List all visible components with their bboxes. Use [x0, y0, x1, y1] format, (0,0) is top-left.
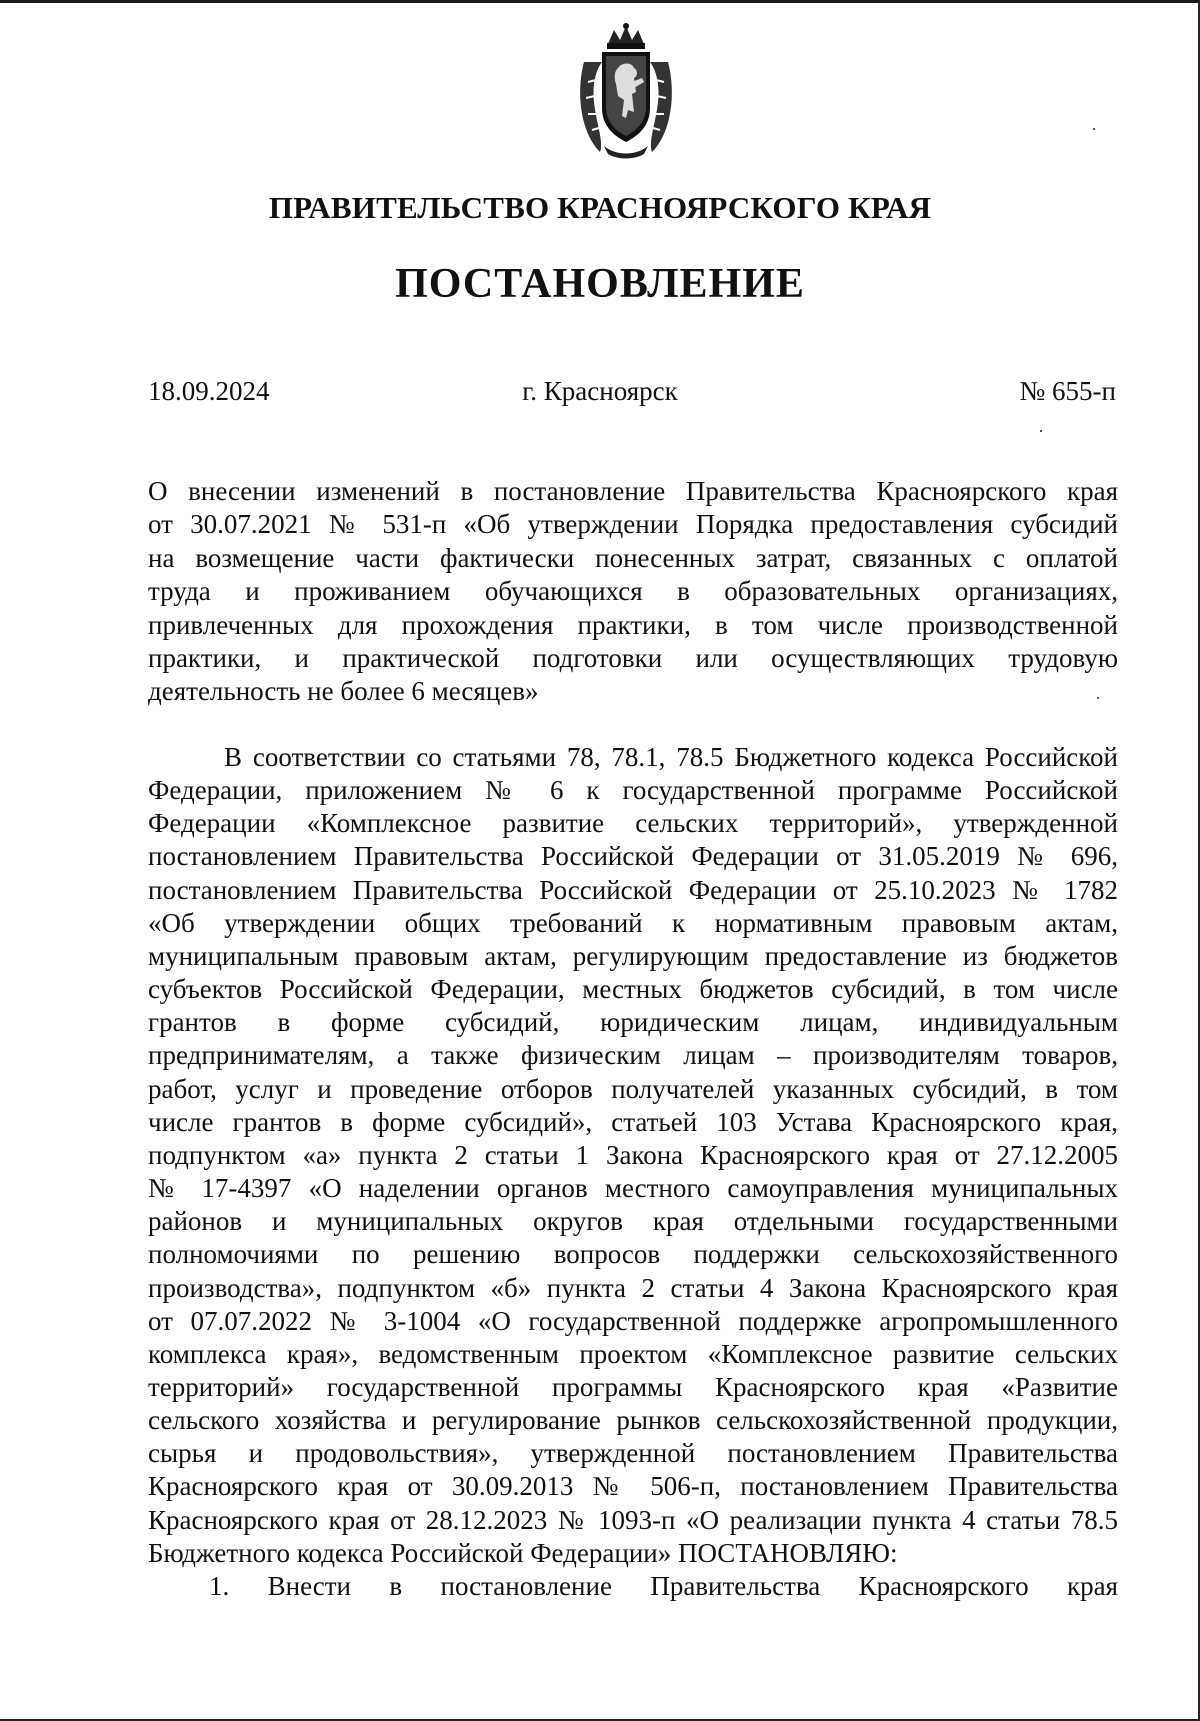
document-body [148, 741, 1118, 1603]
document-type-heading: ПОСТАНОВЛЕНИЕ [395, 261, 805, 307]
body-line: «Об утверждении общих требований к нормативным правовым актам, [148, 907, 1118, 938]
body-line: В соответствии со статьями 78, 78.1, 78.5 Бюджетного кодекса Российской [224, 742, 1118, 772]
body-line: субъектов Российской Федерации, местных бюджетов субсидий, в том числе [148, 974, 1118, 1005]
scan-speck [1093, 128, 1095, 130]
body-line: Федерации «Комплексное развитие сельских территорий», утвержденной [148, 808, 1118, 839]
body-line: № 17-4397 «О наделении органов местного самоуправления муниципальных [148, 1173, 1118, 1204]
document-title [148, 475, 1118, 709]
body-line: от 07.07.2022 № 3-1004 «О государственной поддержке агропромышленного [148, 1305, 1118, 1336]
body-line: работ, услуг и проведение отборов получателей указанных субсидий, в том [148, 1073, 1118, 1104]
body-line: территорий» государственной программы Красноярского края «Развитие [148, 1371, 1118, 1402]
body-line: грантов в форме субсидий, юридическим лицам, индивидуальным [148, 1007, 1118, 1038]
body-line: Красноярского края от 28.12.2023 № 1093-п «О реализации пункта 4 статьи 78.5 [148, 1504, 1118, 1535]
title-line: деятельность не более 6 месяцев» [148, 676, 539, 707]
scan-speck [1040, 430, 1042, 432]
body-line: полномочиями по решению вопросов поддержки сельскохозяйственного [148, 1239, 1118, 1270]
body-line: постановлением Правительства Российской Федерации от 25.10.2023 № 1782 [148, 874, 1118, 905]
title-line: О внесении изменений в постановление Правительства Красноярского края [148, 476, 1118, 506]
title-line: труда и проживанием обучающихся в образовательных организациях, [148, 576, 1118, 607]
document-date: 18.09.2024 [148, 376, 270, 406]
body-line: числе грантов в форме субсидий», статьей 103 Устава Красноярского края, [148, 1106, 1118, 1137]
coat-of-arms-emblem [574, 22, 678, 162]
body-line: сырья и продовольствия», утвержденной постановлением Правительства [148, 1438, 1118, 1469]
body-line: Бюджетного кодекса Российской Федерации» ПОСТАНОВЛЯЮ: [148, 1537, 898, 1568]
body-line: Красноярского края от 30.09.2013 № 506-п, постановлением Правительства [148, 1471, 1118, 1502]
title-line: практики, и практической подготовки или осуществляющих трудовую [148, 643, 1118, 674]
body-line: районов и муниципальных округов края отдельными государственными [148, 1206, 1118, 1237]
body-line: предпринимателям, а также физическим лицам – производителям товаров, [148, 1040, 1118, 1071]
title-line: на возмещение части фактически понесенных затрат, связанных с оплатой [148, 542, 1118, 573]
document-number: № 655-п [1019, 376, 1116, 406]
document-city: г. Красноярск [522, 376, 678, 406]
scan-speck [1097, 697, 1099, 699]
body-line: производства», подпунктом «б» пункта 2 статьи 4 Закона Красноярского края [148, 1272, 1118, 1303]
body-line: муниципальным правовым актам, регулирующим предоставление из бюджетов [148, 940, 1118, 971]
body-line: комплекса края», ведомственным проектом «Комплексное развитие сельских [148, 1338, 1118, 1369]
title-line: привлеченных для прохождения практики, в том числе производственной [148, 609, 1118, 640]
list-item-line: 1. Внести в постановление Правительства Красноярского края [209, 1570, 1118, 1601]
scan-edge-top [0, 0, 1200, 3]
organization-heading: ПРАВИТЕЛЬСТВО КРАСНОЯРСКОГО КРАЯ [268, 190, 932, 225]
body-line: сельского хозяйства и регулирование рынков сельскохозяйственной продукции, [148, 1405, 1118, 1436]
body-line: подпунктом «а» пункта 2 статьи 1 Закона Красноярского края от 27.12.2005 [148, 1139, 1118, 1170]
body-line: Федерации, приложением № 6 к государственной программе Российской [148, 775, 1118, 806]
body-line: постановлением Правительства Российской Федерации от 31.05.2019 № 696, [148, 841, 1118, 872]
title-line: от 30.07.2021 № 531-п «Об утверждении Порядка предоставления субсидий [148, 509, 1118, 540]
